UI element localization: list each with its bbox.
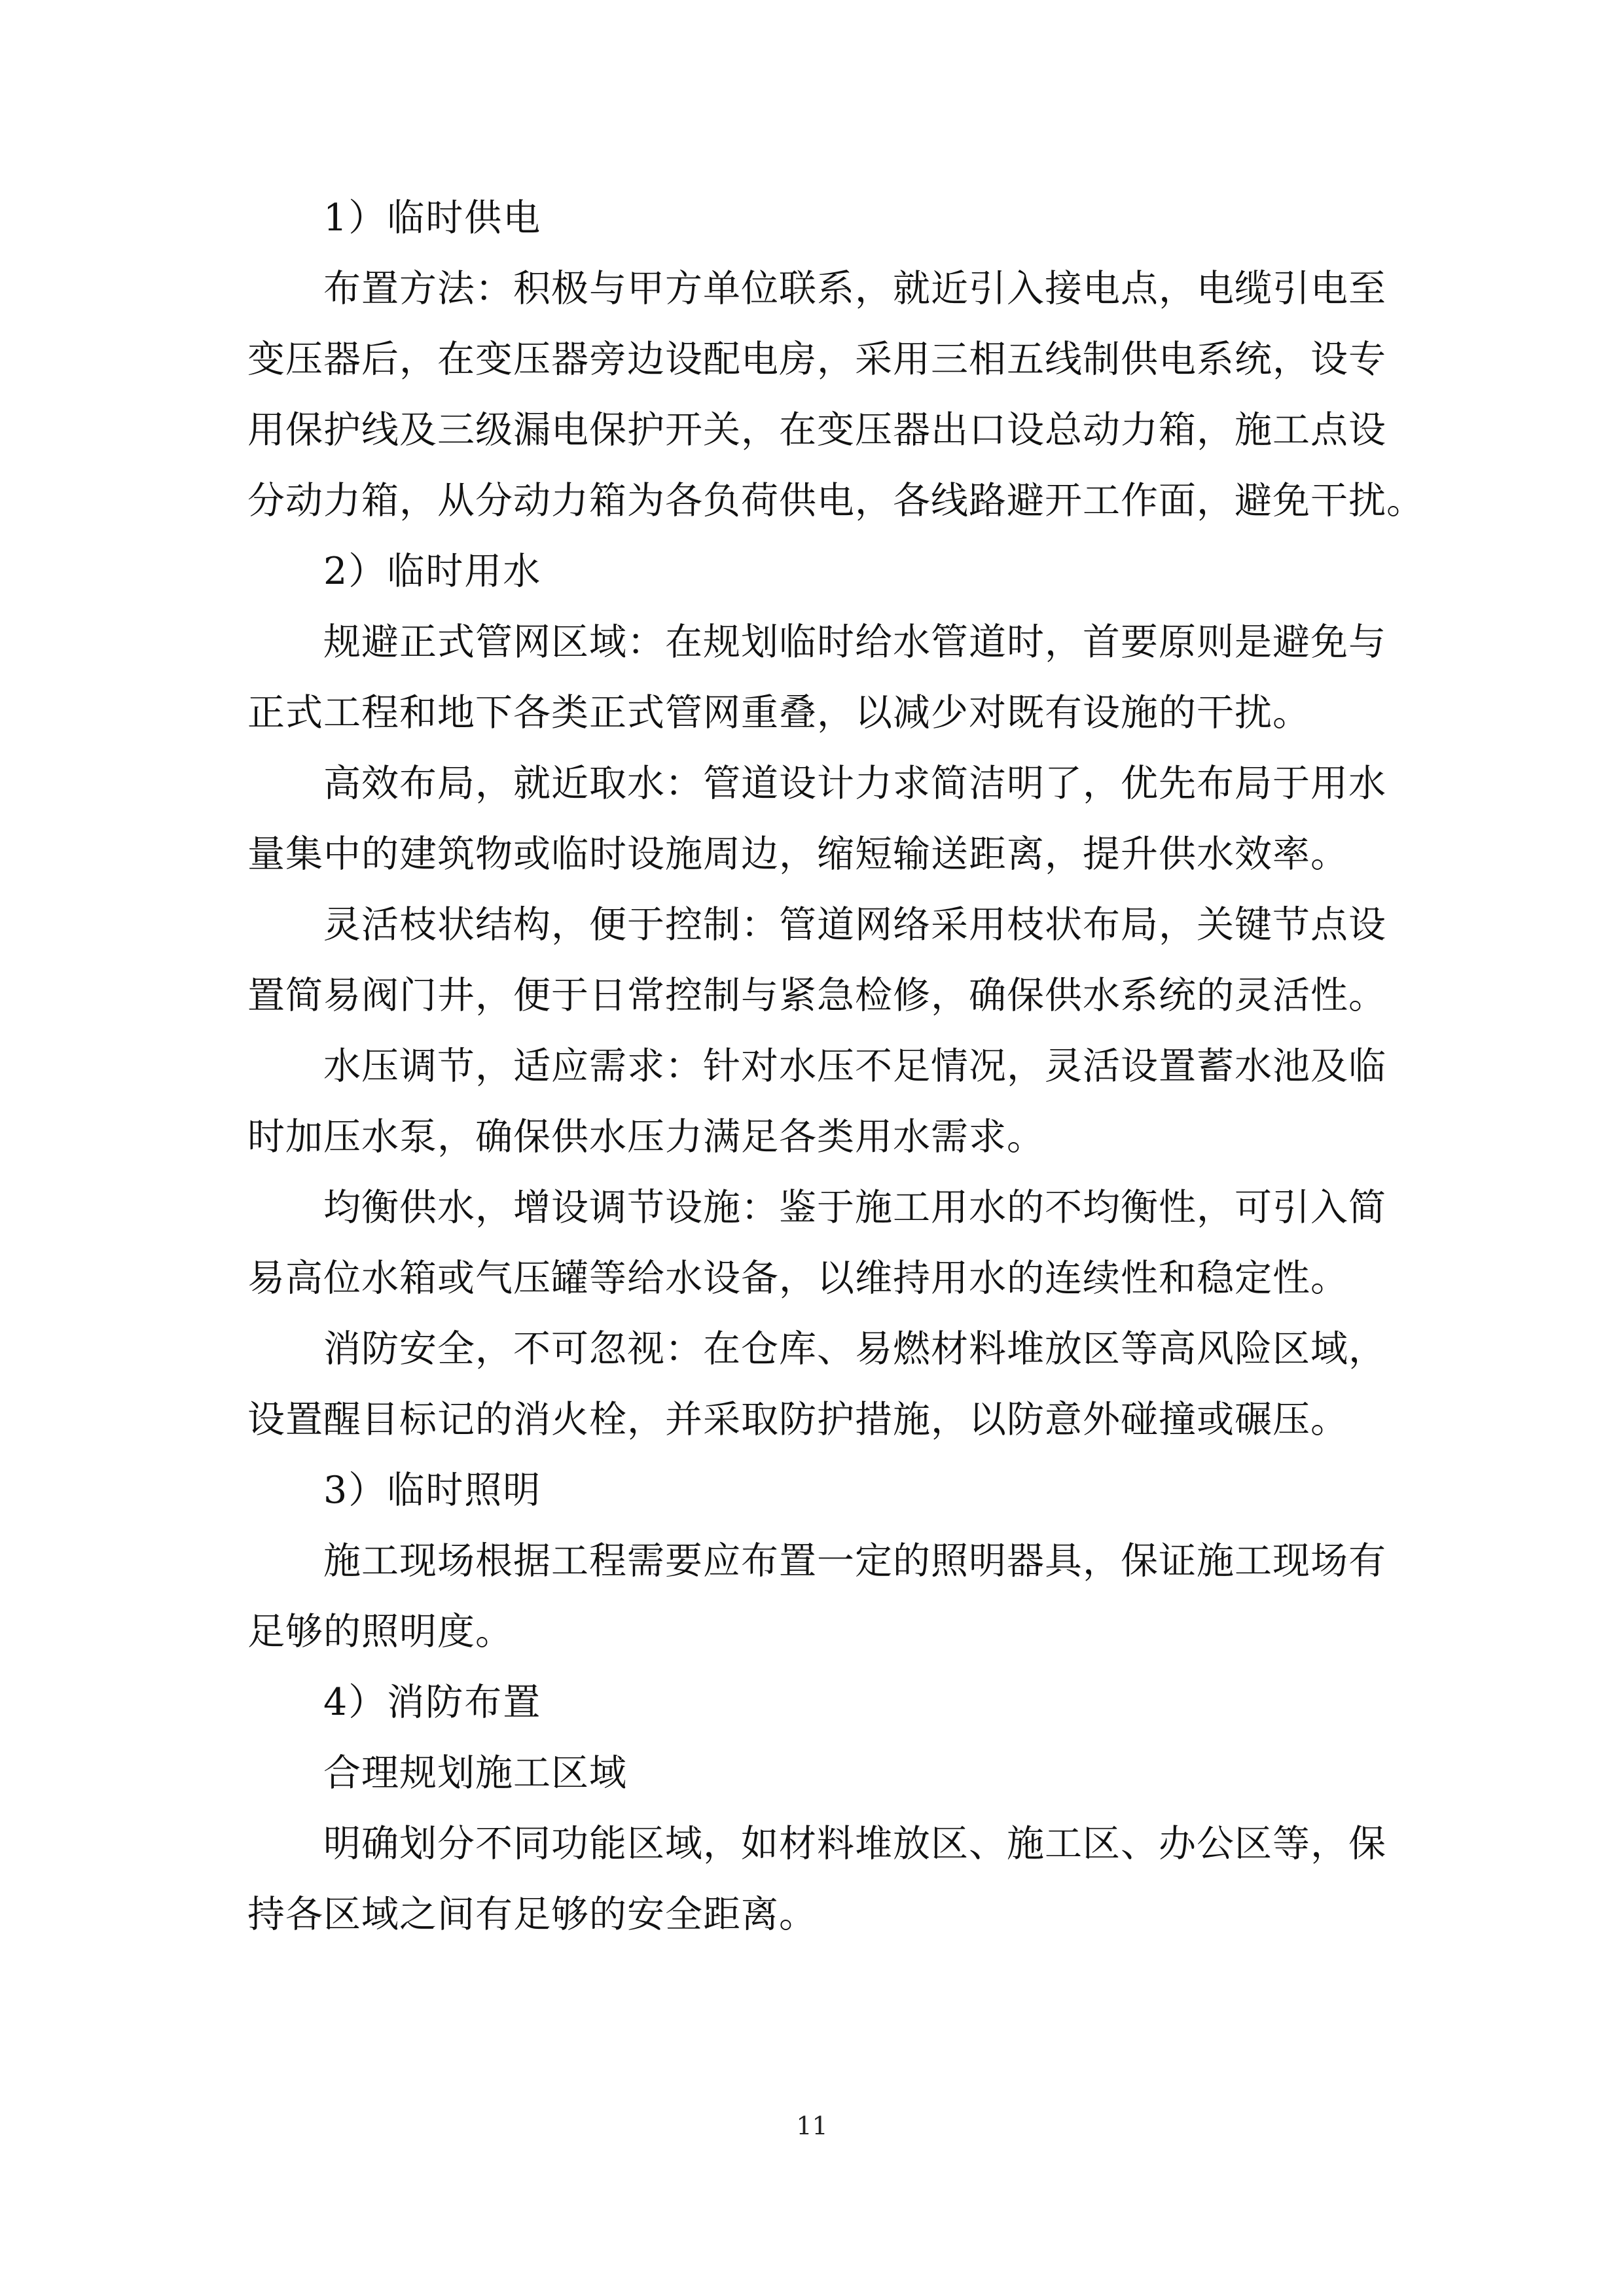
paragraph-line: 置简易阀门井，便于日常控制与紧急检修，确保供水系统的灵活性。 (247, 974, 1386, 1017)
paragraph-line: 灵活枝状结构，便于控制：管道网络采用枝状布局，关键节点设 (323, 903, 1386, 946)
paragraph-line: 施工现场根据工程需要应布置一定的照明器具，保证施工现场有 (323, 1539, 1386, 1583)
paragraph-line: 均衡供水，增设调节设施：鉴于施工用水的不均衡性，可引入简 (323, 1186, 1386, 1229)
paragraph-line: 持各区域之间有足够的安全距离。 (247, 1893, 817, 1936)
paragraph-line: 高效布局，就近取水：管道设计力求简洁明了，优先布局于用水 (323, 762, 1386, 805)
paragraph-line: 用保护线及三级漏电保护开关，在变压器出口设总动力箱，施工点设 (247, 408, 1386, 452)
paragraph-line: 易高位水箱或气压罐等给水设备，以维持用水的连续性和稳定性。 (247, 1257, 1348, 1300)
heading-fire-protection: 4）消防布置 (323, 1681, 542, 1724)
paragraph-line: 水压调节，适应需求：针对水压不足情况，灵活设置蓄水池及临 (323, 1045, 1386, 1088)
heading-temporary-water: 2）临时用水 (323, 550, 542, 593)
paragraph-line: 时加压水泵，确保供水压力满足各类用水需求。 (247, 1115, 1045, 1158)
paragraph-line: 设置醒目标记的消火栓，并采取防护措施，以防意外碰撞或碾压。 (247, 1398, 1348, 1441)
paragraph-line: 布置方法：积极与甲方单位联系，就近引入接电点，电缆引电至 (323, 267, 1386, 310)
paragraph-line: 正式工程和地下各类正式管网重叠，以减少对既有设施的干扰。 (247, 691, 1310, 734)
paragraph-line: 明确划分不同功能区域，如材料堆放区、施工区、办公区等，保 (323, 1822, 1386, 1865)
heading-temporary-lighting: 3）临时照明 (323, 1469, 542, 1512)
paragraph-line: 消防安全，不可忽视：在仓库、易燃材料堆放区等高风险区域， (323, 1327, 1386, 1371)
paragraph-line: 足够的照明度。 (247, 1610, 513, 1653)
paragraph-line: 规避正式管网区域：在规划临时给水管道时，首要原则是避免与 (323, 620, 1386, 664)
page-number: 11 (796, 2111, 828, 2140)
heading-temporary-power: 1）临时供电 (323, 196, 542, 240)
paragraph-line: 变压器后，在变压器旁边设配电房，采用三相五线制供电系统，设专 (247, 338, 1386, 381)
paragraph-line: 量集中的建筑物或临时设施周边，缩短输送距离，提升供水效率。 (247, 833, 1348, 876)
paragraph-line: 分动力箱，从分动力箱为各负荷供电，各线路避开工作面，避免干扰。 (247, 479, 1424, 522)
subheading: 合理规划施工区域 (323, 1751, 627, 1795)
